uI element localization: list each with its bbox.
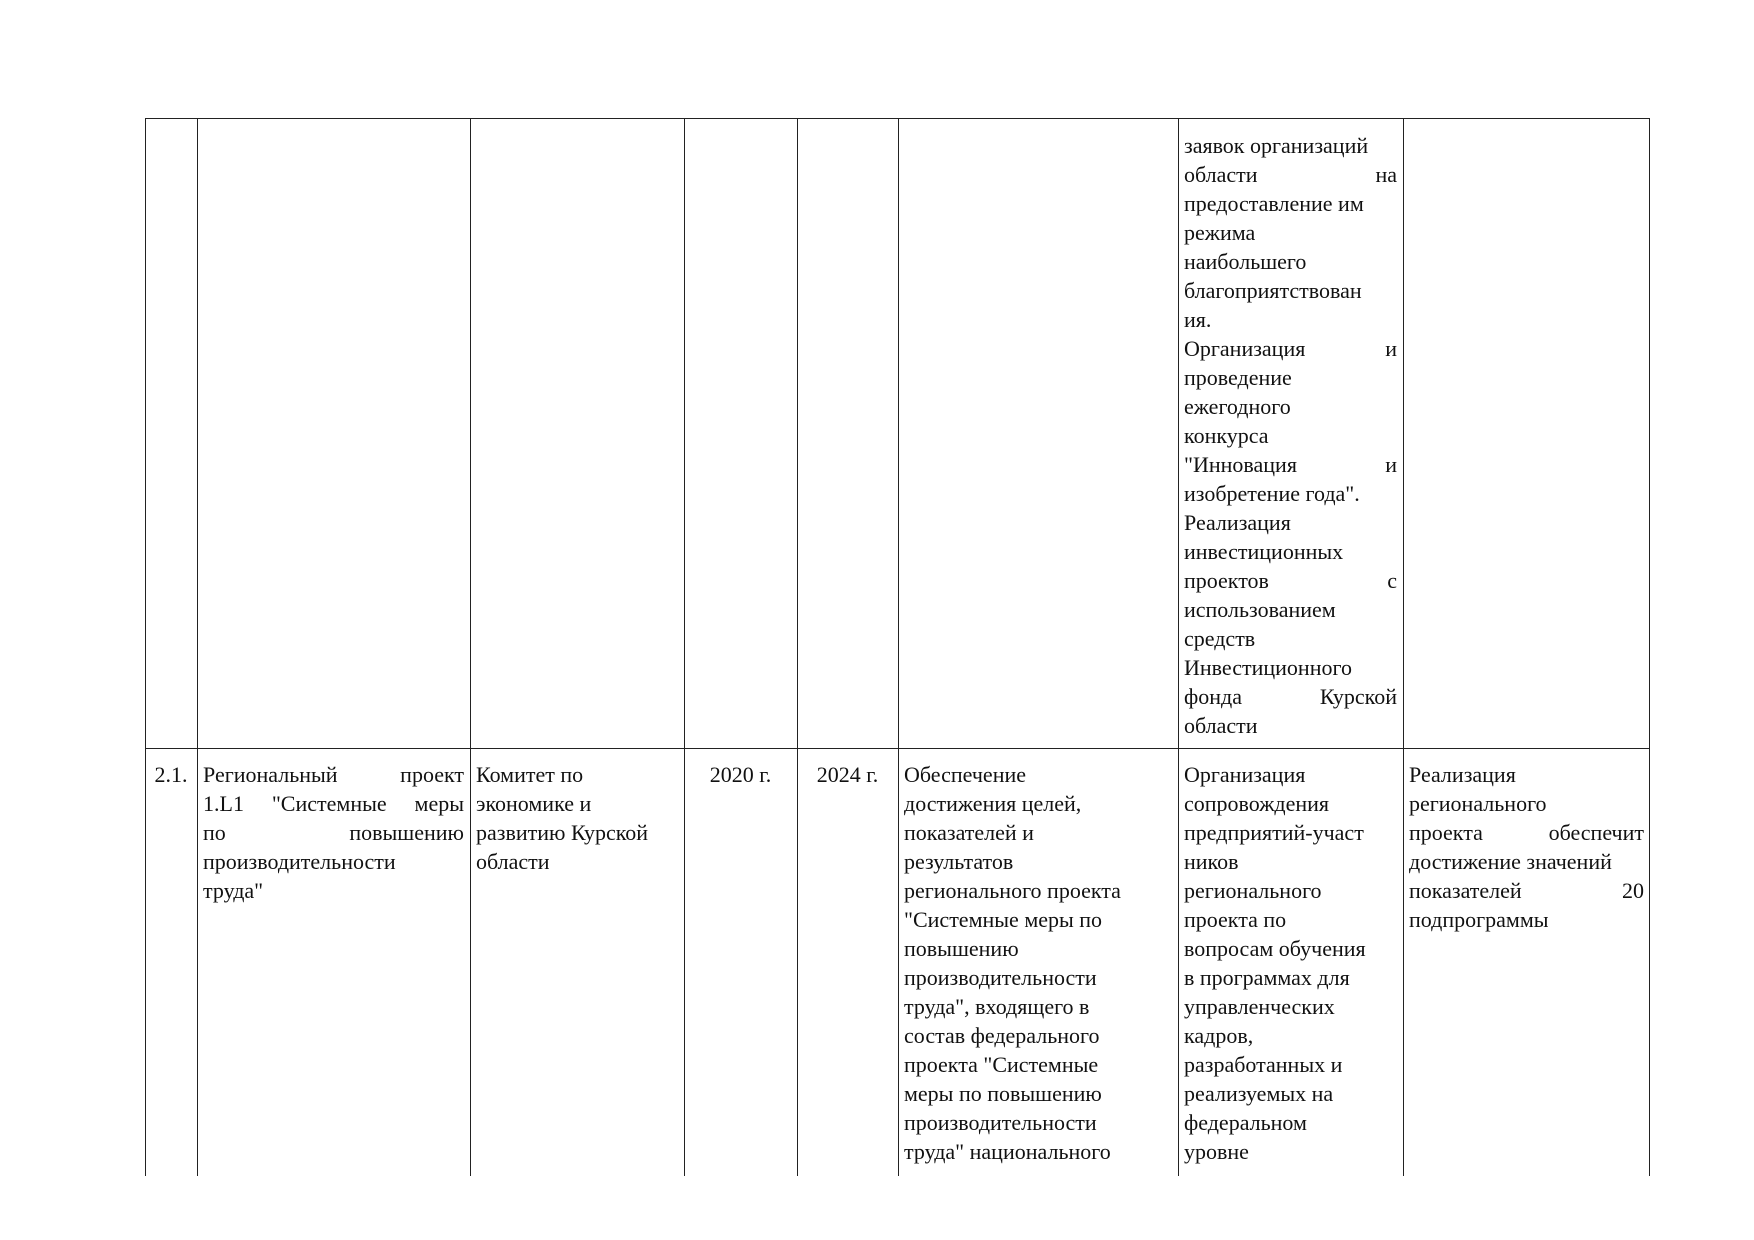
text-line: федеральном (1184, 1110, 1307, 1135)
text-line: области (1184, 713, 1258, 738)
word: фонда (1184, 684, 1242, 709)
word: "Инновация (1184, 452, 1297, 477)
text-line (203, 818, 464, 847)
text-line (1184, 334, 1397, 363)
text-line: производительности (904, 1110, 1097, 1135)
word: обеспечит (1548, 820, 1644, 845)
text-line: Комитет по (476, 762, 584, 787)
column-border-2 (197, 118, 198, 1176)
row-divider (145, 748, 1649, 749)
text-line: Обеспечение (904, 762, 1026, 787)
text-line: наибольшего (1184, 249, 1307, 274)
text-line: производительности (904, 965, 1097, 990)
word: проект (400, 762, 464, 787)
text-line: регионального (1184, 878, 1322, 903)
word: на (1375, 162, 1397, 187)
text-line: производительности (203, 849, 396, 874)
text-line: Реализация (1409, 762, 1516, 787)
text-line (1184, 160, 1397, 189)
word: и (1385, 336, 1397, 361)
text-line: Инвестиционного (1184, 655, 1352, 680)
indicator-link-cell (1409, 760, 1644, 934)
start-year: 2020 г. (709, 762, 772, 787)
word: Курской (1319, 684, 1397, 709)
table-top-border (145, 118, 1649, 119)
text-line: подпрограммы (1409, 907, 1549, 932)
text-line: управленческих (1184, 994, 1335, 1019)
text-line: достижение значений (1409, 849, 1612, 874)
text-line (1184, 566, 1397, 595)
text-line (203, 789, 464, 818)
word: "Системные (271, 791, 387, 816)
text-line: "Системные меры по (904, 907, 1103, 932)
word: 20 (1622, 878, 1644, 903)
text-line (1184, 682, 1397, 711)
text-line: области (476, 849, 550, 874)
word: Региональный (203, 762, 338, 787)
text-line (1409, 876, 1644, 905)
column-border-1 (145, 118, 146, 1176)
word: проекта (1409, 820, 1483, 845)
text-line: вопросам обучения (1184, 936, 1366, 961)
word: по (203, 820, 226, 845)
text-line (203, 760, 464, 789)
word: 1.L1 (203, 791, 244, 816)
row-number: 2.1. (154, 762, 188, 787)
text-line: достижения целей, (904, 791, 1082, 816)
text-line: предоставление им (1184, 191, 1364, 216)
text-line: труда", входящего в (904, 994, 1090, 1019)
word: с (1387, 568, 1397, 593)
text-line: режима (1184, 220, 1256, 245)
text-line: разработанных и (1184, 1052, 1343, 1077)
text-line: заявок организаций (1184, 133, 1369, 158)
text-line: состав федерального (904, 1023, 1100, 1048)
text-line: регионального проекта (904, 878, 1121, 903)
text-line: Организация (1184, 762, 1306, 787)
text-line: благоприятствован (1184, 278, 1362, 303)
text-line: инвестиционных (1184, 539, 1344, 564)
text-line: уровне (1184, 1139, 1249, 1164)
word: области (1184, 162, 1258, 187)
word: и (1385, 452, 1397, 477)
text-line (1409, 818, 1644, 847)
text-line: проекта "Системные (904, 1052, 1099, 1077)
text-line: ия. (1184, 307, 1212, 332)
column-border-3 (470, 118, 471, 1176)
word: повышению (349, 820, 464, 845)
word: меры (414, 791, 464, 816)
text-line: экономике и (476, 791, 592, 816)
column-border-6 (898, 118, 899, 1176)
text-line: сопровождения (1184, 791, 1330, 816)
end-year: 2024 г. (816, 762, 879, 787)
word: проектов (1184, 568, 1269, 593)
text-line: результатов (904, 849, 1014, 874)
text-line: использованием (1184, 597, 1336, 622)
text-line: проведение (1184, 365, 1292, 390)
word: показателей (1409, 878, 1522, 903)
text-line: повышению (904, 936, 1019, 961)
main-directions-cell (1184, 760, 1399, 1166)
text-line: ников (1184, 849, 1239, 874)
expected-result-cell (904, 760, 1174, 1166)
column-border-8 (1403, 118, 1404, 1176)
text-line: проекта по (1184, 907, 1287, 932)
text-line: ежегодного (1184, 394, 1291, 419)
text-line: меры по повышению (904, 1081, 1102, 1106)
text-line: развитию Курской (476, 820, 649, 845)
column-border-4 (684, 118, 685, 1176)
text-line: Реализация (1184, 510, 1291, 535)
text-line: средств (1184, 626, 1256, 651)
text-line: регионального (1409, 791, 1547, 816)
continued-directions-full-text (0, 1200, 1, 1201)
text-line: труда" национального (904, 1139, 1111, 1164)
executor-cell (476, 760, 681, 876)
text-line: в программах для (1184, 965, 1350, 990)
text-line: реализуемых на (1184, 1081, 1334, 1106)
column-border-5 (797, 118, 798, 1176)
text-line: показателей и (904, 820, 1034, 845)
column-border-9 (1649, 118, 1650, 1176)
column-border-7 (1178, 118, 1179, 1176)
text-line: изобретение года". (1184, 481, 1360, 506)
text-line (1184, 450, 1397, 479)
text-line: кадров, (1184, 1023, 1254, 1048)
text-line: предприятий-участ (1184, 820, 1364, 845)
word: Организация (1184, 336, 1306, 361)
continued-directions-cell (1184, 131, 1397, 740)
text-line: труда" (203, 878, 264, 903)
text-line: конкурса (1184, 423, 1269, 448)
project-name-cell (203, 760, 464, 905)
